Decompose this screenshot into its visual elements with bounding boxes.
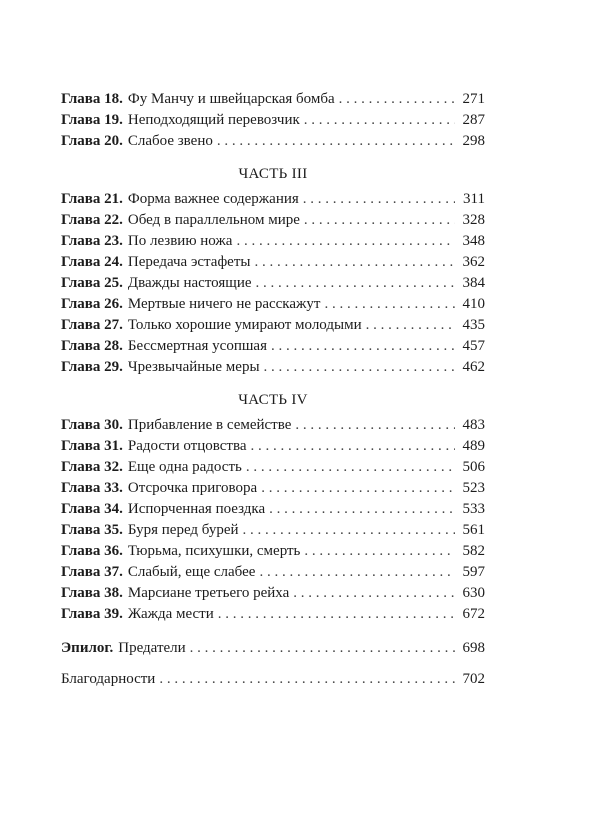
epilogue-label: Эпилог. (61, 640, 114, 656)
dot-leader (256, 273, 455, 294)
chapter-title: Отсрочка приговора (127, 480, 258, 496)
page-number: 410 (462, 296, 485, 312)
chapter-label: Глава 18. (61, 91, 123, 107)
dot-leader (269, 499, 455, 520)
toc-entry (61, 210, 485, 231)
chapter-label: Глава 35. (61, 522, 123, 538)
chapter-label: Глава 36. (61, 543, 123, 559)
dot-leader (254, 252, 455, 273)
page-number: 435 (462, 317, 485, 333)
dot-leader (243, 520, 455, 541)
page-number: 702 (462, 671, 485, 687)
toc-entry (61, 583, 485, 604)
epilogue-title: Предатели (118, 640, 186, 656)
toc-section-part2-tail (61, 89, 485, 152)
chapter-label: Глава 29. (61, 359, 123, 375)
chapter-label: Глава 21. (61, 191, 123, 207)
chapter-title: Жажда мести (127, 606, 214, 622)
page-number: 582 (462, 543, 485, 559)
chapter-label: Глава 38. (61, 585, 123, 601)
dot-leader (293, 583, 455, 604)
page-number: 698 (462, 640, 485, 656)
chapter-title: Буря перед бурей (127, 522, 239, 538)
page-number: 630 (462, 585, 485, 601)
dot-leader (246, 457, 455, 478)
chapter-title: Форма важнее содержания (127, 191, 299, 207)
dot-leader (218, 604, 455, 625)
table-of-contents (61, 89, 485, 690)
toc-section-part4 (61, 415, 485, 625)
chapter-label: Глава 39. (61, 606, 123, 622)
chapter-label: Глава 26. (61, 296, 123, 312)
dot-leader (304, 541, 455, 562)
toc-entry (61, 273, 485, 294)
toc-entry (61, 189, 485, 210)
dot-leader (190, 638, 455, 659)
dot-leader (251, 436, 455, 457)
chapter-title: Обед в параллельном мире (127, 212, 300, 228)
chapter-label: Глава 27. (61, 317, 123, 333)
toc-entry (61, 499, 485, 520)
page-number: 287 (462, 112, 485, 128)
chapter-title: Дважды настоящие (127, 275, 252, 291)
chapter-label: Глава 23. (61, 233, 123, 249)
toc-entry (61, 436, 485, 457)
page-number: 348 (462, 233, 485, 249)
dot-leader (366, 315, 455, 336)
page-number: 457 (462, 338, 485, 354)
chapter-label: Глава 37. (61, 564, 123, 580)
chapter-title: Испорченная поездка (127, 501, 266, 517)
page-number: 533 (462, 501, 485, 517)
page-number: 489 (462, 438, 485, 454)
page-number: 483 (462, 417, 485, 433)
dot-leader (271, 336, 455, 357)
toc-entry (61, 110, 485, 131)
toc-entry (61, 520, 485, 541)
dot-leader (261, 478, 455, 499)
dot-leader (304, 110, 455, 131)
dot-leader (159, 669, 455, 690)
chapter-title: Только хорошие умирают молодыми (127, 317, 362, 333)
chapter-label: Глава 24. (61, 254, 123, 270)
chapter-label: Глава 25. (61, 275, 123, 291)
part-heading-4: ЧАСТЬ IV (238, 392, 308, 408)
toc-entry (61, 131, 485, 152)
page-number: 462 (462, 359, 485, 375)
dot-leader (304, 210, 455, 231)
toc-entry (61, 357, 485, 378)
toc-entry (61, 604, 485, 625)
toc-entry (61, 252, 485, 273)
page-number: 328 (462, 212, 485, 228)
page-number: 506 (462, 459, 485, 475)
toc-entry (61, 89, 485, 110)
chapter-title: Неподходящий перевозчик (127, 112, 300, 128)
chapter-label: Глава 32. (61, 459, 123, 475)
dot-leader (259, 562, 455, 583)
toc-entry (61, 457, 485, 478)
page-number: 597 (462, 564, 485, 580)
dot-leader (236, 231, 455, 252)
chapter-label: Глава 30. (61, 417, 123, 433)
dot-leader (217, 131, 455, 152)
page-number: 672 (462, 606, 485, 622)
toc-entry (61, 562, 485, 583)
dot-leader (303, 189, 455, 210)
chapter-title: Фу Манчу и швейцарская бомба (127, 91, 335, 107)
dot-leader (339, 89, 455, 110)
toc-entry (61, 478, 485, 499)
chapter-title: Слабый, еще слабее (127, 564, 256, 580)
chapter-label: Глава 34. (61, 501, 123, 517)
toc-entry (61, 541, 485, 562)
toc-entry (61, 294, 485, 315)
page-number: 384 (462, 275, 485, 291)
page-number: 271 (462, 91, 485, 107)
spacer (61, 659, 485, 669)
toc-entry-acknowledgements (61, 669, 485, 690)
spacer (61, 625, 485, 638)
page-number: 311 (463, 191, 485, 207)
chapter-title: Прибавление в семействе (127, 417, 292, 433)
toc-entry (61, 415, 485, 436)
part-heading-3: ЧАСТЬ III (238, 166, 308, 182)
acknowledgements-title: Благодарности (61, 671, 156, 687)
page-number: 561 (462, 522, 485, 538)
chapter-title: Тюрьма, психушки, смерть (127, 543, 301, 559)
toc-entry (61, 315, 485, 336)
dot-leader (295, 415, 455, 436)
toc-entry (61, 336, 485, 357)
chapter-label: Глава 33. (61, 480, 123, 496)
chapter-label: Глава 22. (61, 212, 123, 228)
dot-leader (264, 357, 455, 378)
chapter-title: Чрезвычайные меры (127, 359, 260, 375)
chapter-label: Глава 28. (61, 338, 123, 354)
chapter-title: Радости отцовства (127, 438, 247, 454)
chapter-title: Еще одна радость (127, 459, 242, 475)
dot-leader (324, 294, 455, 315)
page-number: 362 (462, 254, 485, 270)
chapter-title: По лезвию ножа (127, 233, 233, 249)
toc-section-part3 (61, 189, 485, 378)
page-number: 523 (462, 480, 485, 496)
chapter-title: Слабое звено (127, 133, 213, 149)
chapter-label: Глава 20. (61, 133, 123, 149)
chapter-title: Мертвые ничего не расскажут (127, 296, 321, 312)
chapter-label: Глава 19. (61, 112, 123, 128)
toc-entry-epilogue (61, 638, 485, 659)
page-number: 298 (462, 133, 485, 149)
chapter-title: Передача эстафеты (127, 254, 251, 270)
toc-entry (61, 231, 485, 252)
chapter-title: Бессмертная усопшая (127, 338, 267, 354)
chapter-label: Глава 31. (61, 438, 123, 454)
chapter-title: Марсиане третьего рейха (127, 585, 290, 601)
